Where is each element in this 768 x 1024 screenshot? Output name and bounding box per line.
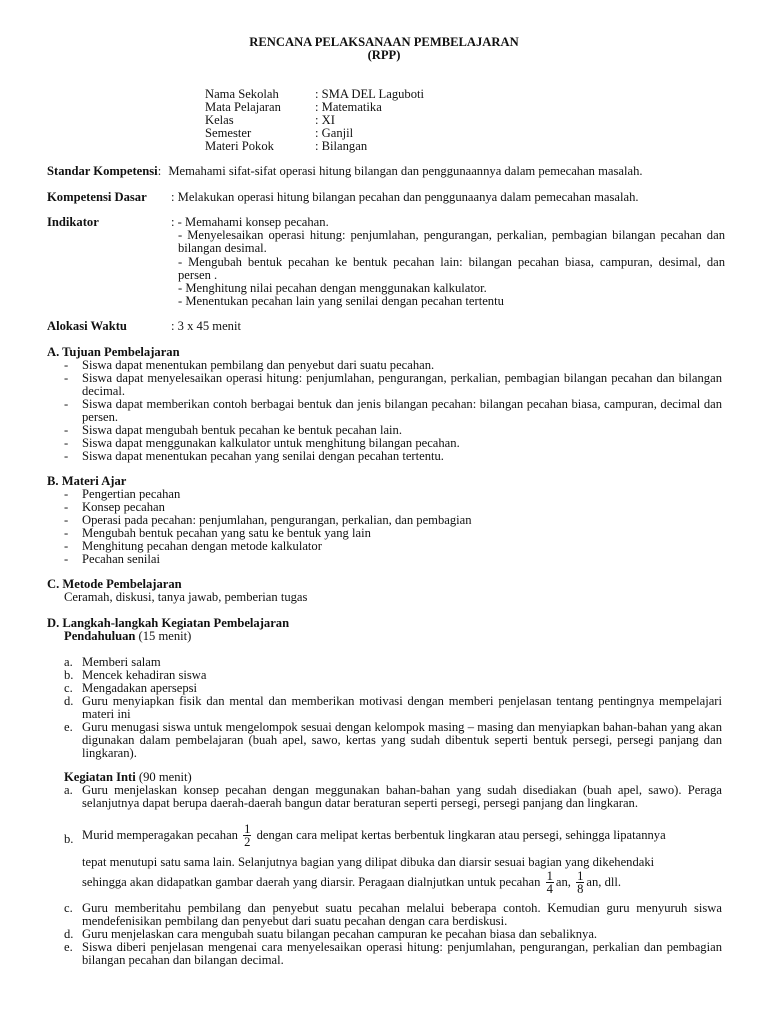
list-item: Mengadakan apersepsi <box>82 681 198 695</box>
list-dash: - <box>64 397 69 411</box>
fraction-numerator: 1 <box>244 822 251 836</box>
inti-b-text: Murid memperagakan pecahan <box>82 827 238 842</box>
indikator-label: Indikator <box>47 215 99 229</box>
list-dash: - <box>64 436 69 450</box>
list-dash: - <box>64 358 69 372</box>
inti-item-b-line2: tepat menutupi satu sama lain. Selanjutnya bagian yang dilipat dibuka dan diarsir sesuai bagian yang dikehendaki <box>82 855 655 869</box>
inti-item-d: Guru menjelaskan cara mengubah suatu bilangan pecahan campuran ke pecahan biasa dan sebaliknya. <box>82 927 598 941</box>
list-marker: e. <box>64 720 73 734</box>
list-dash: - <box>64 449 69 463</box>
alokasi-label: Alokasi Waktu <box>47 319 127 333</box>
document-subtitle: (RPP) <box>367 48 401 62</box>
list-item: Siswa dapat menyelesaikan operasi hitung: penjumlahan, pengurangan, perkalian, pembagian bilangan pecahan dan bilangan decimal. <box>82 371 722 399</box>
fraction-denominator: 8 <box>577 882 584 896</box>
inti-item-b-line3 <box>82 870 732 895</box>
standar-kompetensi <box>47 165 643 178</box>
document-title: RENCANA PELAKSANAAN PEMBELAJARAN <box>249 35 519 49</box>
info-label: Nama Sekolah <box>205 87 279 101</box>
list-item: Konsep pecahan <box>82 500 165 514</box>
sk-label: Standar Kompetensi <box>47 164 158 178</box>
inti-duration: (90 menit) <box>135 770 192 784</box>
list-dash: - <box>64 500 69 514</box>
list-marker: a. <box>64 655 73 669</box>
list-marker: b. <box>64 832 74 846</box>
indikator-item-3: - Mengubah bentuk pecahan ke bentuk pecahan lain: bilangan pecahan biasa, campuran, desimal, dan persen . <box>178 255 725 283</box>
list-marker: d. <box>64 694 74 708</box>
indikator-item-2: - Menyelesaikan operasi hitung: penjumlahan, pengurangan, perkalian, pembagian bilangan pecahan dan bilangan desimal. <box>178 228 725 256</box>
indikator-item: : - Memahami konsep pecahan. <box>171 215 329 229</box>
list-marker: c. <box>64 901 73 915</box>
list-item: Menghitung pecahan dengan metode kalkulator <box>82 539 322 553</box>
list-marker: c. <box>64 681 73 695</box>
info-value: : Matematika <box>315 100 382 114</box>
fraction-denominator: 4 <box>546 882 553 896</box>
list-marker: e. <box>64 940 73 954</box>
info-value: : Ganjil <box>315 126 354 140</box>
fraction-half <box>243 823 251 848</box>
list-marker: d. <box>64 927 74 941</box>
info-label: Mata Pelajaran <box>205 100 281 114</box>
pendahuluan-label: Pendahuluan <box>64 629 136 643</box>
list-item: Memberi salam <box>82 655 161 669</box>
kd-label: Kompetensi Dasar <box>47 190 147 204</box>
inti-b-text: an, dll. <box>586 874 622 889</box>
kd-text: : Melakukan operasi hitung bilangan pecahan dan penggunaanya dalam pemecahan masalah. <box>171 190 639 204</box>
inti-b-text: sehingga akan didapatkan gambar daerah yang diarsir. Peragaan dialnjutkan untuk pecahan <box>82 874 541 889</box>
info-value: : XI <box>315 113 335 127</box>
inti-b-text: an, <box>555 874 571 889</box>
fraction-eighth <box>576 870 584 895</box>
list-item: Siswa dapat mengubah bentuk pecahan ke bentuk pecahan lain. <box>82 423 402 437</box>
info-value: : Bilangan <box>315 139 368 153</box>
info-value: : SMA DEL Laguboti <box>315 87 425 101</box>
list-item: Guru menyiapkan fisik dan mental dan memberikan motivasi dengan memberi penjelasan tentang pentingnya mempelajari materi ini <box>82 694 722 722</box>
fraction-numerator: 1 <box>546 869 553 883</box>
list-item: Siswa dapat menentukan pecahan yang senilai dengan pecahan tertentu. <box>82 449 444 463</box>
langkah-heading: D. Langkah-langkah Kegiatan Pembelajaran <box>47 616 290 630</box>
fraction-quarter <box>546 870 554 895</box>
list-item: Mengubah bentuk pecahan yang satu ke bentuk yang lain <box>82 526 371 540</box>
pendahuluan-title <box>64 630 191 643</box>
list-marker: a. <box>64 783 73 797</box>
sk-colon: : <box>157 164 162 178</box>
metode-heading: C. Metode Pembelajaran <box>47 577 182 591</box>
list-item: Siswa dapat menentukan pembilang dan penyebut dari suatu pecahan. <box>82 358 435 372</box>
inti-item-a: Guru menjelaskan konsep pecahan dengan meggunakan bahan-bahan yang sudah disediakan (buah apel, sawo). Peraga selanjutnya dapat berupa daerah-daerah bangun datar beraturan seperti persegi, persegi panjang dan lingkaran. <box>82 783 722 811</box>
info-label: Semester <box>205 126 252 140</box>
inti-label: Kegiatan Inti <box>64 770 136 784</box>
sk-text: Memahami sifat-sifat operasi hitung bilangan dan penggunaannya dalam pemecahan masalah. <box>168 164 643 178</box>
list-item: Pecahan senilai <box>82 552 160 566</box>
info-label: Materi Pokok <box>205 139 274 153</box>
list-item: Siswa dapat memberikan contoh berbagai bentuk dan jenis bilangan pecahan: bilangan pecahan biasa, campuran, decimal dan persen. <box>82 397 722 425</box>
pendahuluan-duration: (15 menit) <box>135 629 192 643</box>
list-dash: - <box>64 539 69 553</box>
indikator-item-5: - Menentukan pecahan lain yang senilai dengan pecahan tertentu <box>178 294 504 308</box>
list-dash: - <box>64 552 69 566</box>
list-item: Guru menugasi siswa untuk mengelompok sesuai dengan kelompok masing – masing dan menyiapkan bahan-bahan yang akan digunakan dalam pembelajaran (buah apel, sawo, kertas yang sudah dibentuk seperti bentuk persegi, persegi panjang dan lingkaran). <box>82 720 722 761</box>
inti-item-c: Guru memberitahu pembilang dan penyebut suatu pecahan melalui beberapa contoh. Kemudian guru menyuruh siswa mendefenisikan pembilang dan penyebut dari suatu pecahan dengan cara berdiskusi. <box>82 901 722 929</box>
list-marker: b. <box>64 668 74 682</box>
fraction-numerator: 1 <box>577 869 584 883</box>
list-item: Mencek kehadiran siswa <box>82 668 207 682</box>
list-dash: - <box>64 371 69 385</box>
tujuan-heading: A. Tujuan Pembelajaran <box>47 345 180 359</box>
list-item: Operasi pada pecahan: penjumlahan, pengurangan, perkalian, dan pembagian <box>82 513 472 527</box>
inti-item-e: Siswa diberi penjelasan mengenai cara menyelesaikan operasi hitung: penjumlahan, pengurangan, perkalian dan pembagian bilangan pecahan dan bilangan decimal. <box>82 940 722 968</box>
list-dash: - <box>64 513 69 527</box>
info-label: Kelas <box>205 113 234 127</box>
indikator-item-4: - Menghitung nilai pecahan dengan menggunakan kalkulator. <box>178 281 487 295</box>
materi-heading: B. Materi Ajar <box>47 474 127 488</box>
list-item: Pengertian pecahan <box>82 487 181 501</box>
alokasi-text: : 3 x 45 menit <box>171 319 241 333</box>
list-dash: - <box>64 487 69 501</box>
inti-item-b-line1 <box>82 823 732 848</box>
list-dash: - <box>64 423 69 437</box>
fraction-denominator: 2 <box>244 835 251 849</box>
inti-b-text: dengan cara melipat kertas berbentuk lingkaran atau persegi, sehingga lipatannya <box>256 827 666 842</box>
list-dash: - <box>64 526 69 540</box>
list-item: Siswa dapat menggunakan kalkulator untuk menghitung bilangan pecahan. <box>82 436 460 450</box>
metode-text: Ceramah, diskusi, tanya jawab, pemberian tugas <box>64 590 308 604</box>
